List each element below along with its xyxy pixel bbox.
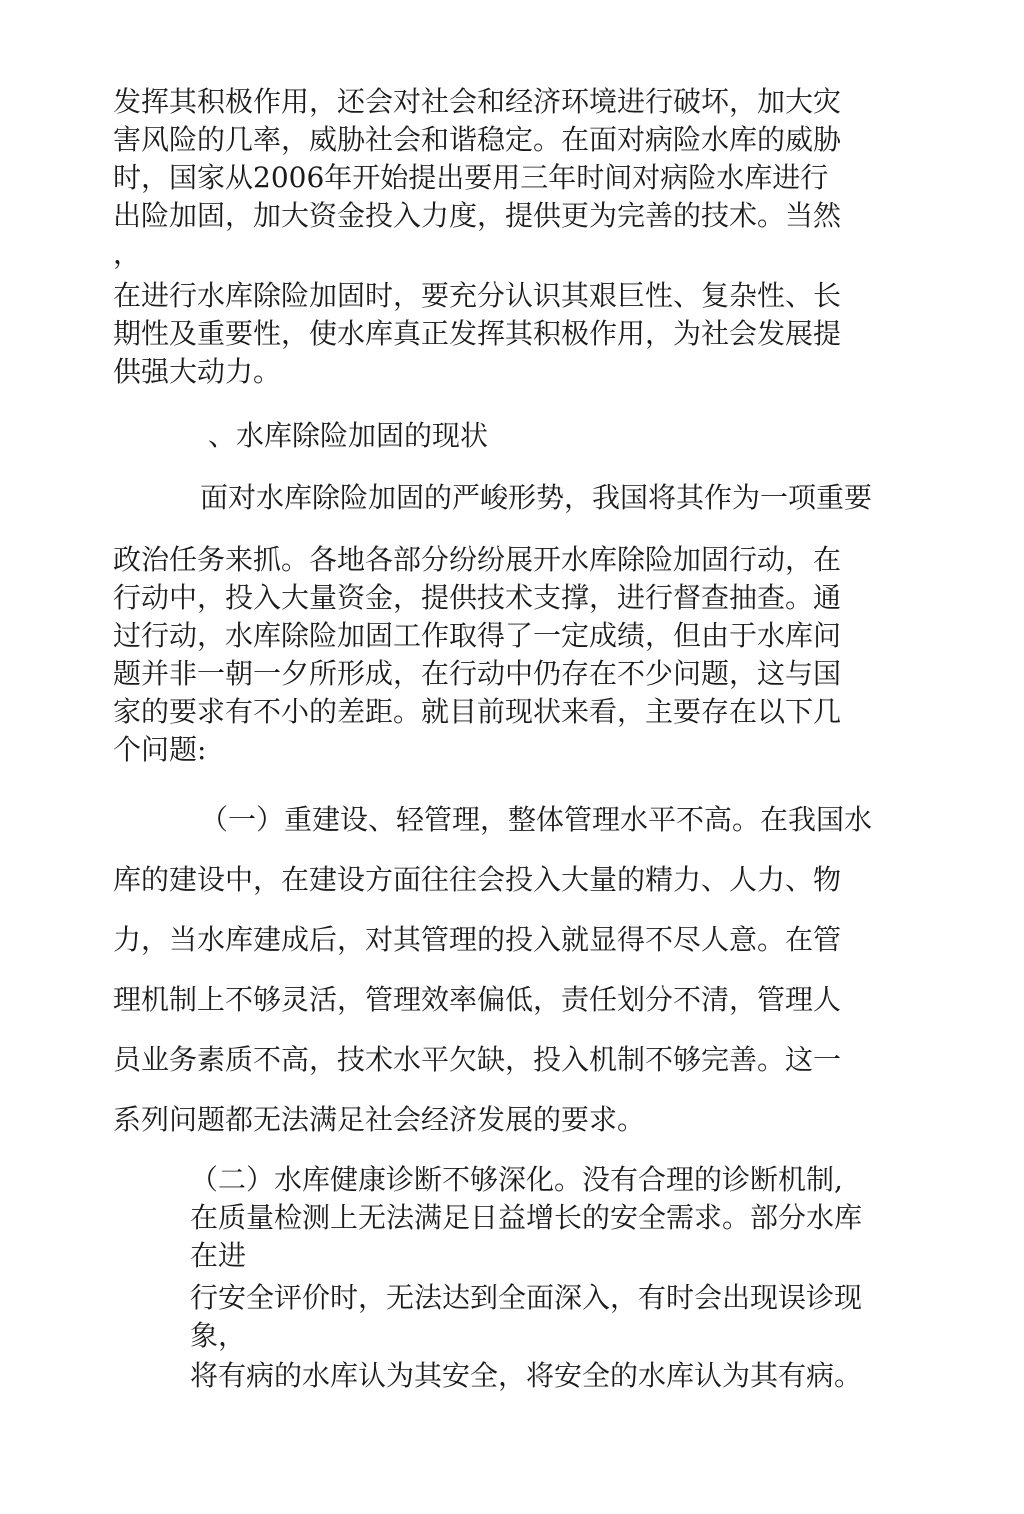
text-line: 发挥其积极作用，还会对社会和经济环境进行破坏，加大灾 [113, 85, 842, 118]
text-line: 在进 [190, 1239, 247, 1272]
text-line: （二）水库健康诊断不够深化。没有合理的诊断机制, [190, 1163, 843, 1196]
text-line: 害风险的几率，威胁社会和谐稳定。在面对病险水库的威胁 [113, 123, 842, 156]
text-line: 系列问题都无法满足社会经济发展的要求。 [113, 1103, 646, 1136]
text-line: 将有病的水库认为其安全，将安全的水库认为其有病。 [190, 1359, 863, 1392]
section-heading: 、水库除险加固的现状 [208, 419, 489, 452]
text-line: 在进行水库除险加固时，要充分认识其艰巨性、复杂性、长 [113, 279, 842, 312]
text-line: 库的建设中，在建设方面往往会投入大量的精力、人力、物 [113, 863, 842, 896]
text-line: 政治任务来抓。各地各部分纷纷展开水库除险加固行动，在 [113, 543, 842, 576]
text-line: 期性及重要性，使水库真正发挥其积极作用，为社会发展提 [113, 317, 842, 350]
text-line: 行安全评价时，无法达到全面深入，有时会出现误诊现 [190, 1281, 863, 1314]
text-line: 出险加固，加大资金投入力度，提供更为完善的技术。当然 [113, 199, 842, 232]
text-line: 题并非一朝一夕所形成，在行动中仍存在不少问题，这与国 [113, 657, 842, 690]
text-line: 理机制上不够灵活，管理效率偏低，责任划分不清，管理人 [113, 983, 842, 1016]
text-line: 象， [190, 1319, 247, 1352]
text-line: 过行动，水库除险加固工作取得了一定成绩，但由于水库问 [113, 619, 842, 652]
text-line: 面对水库除险加固的严峻形势，我国将其作为一项重要 [200, 481, 873, 514]
text-line: 供强大动力。 [113, 355, 282, 388]
text-line: 员业务素质不高，技术水平欠缺，投入机制不够完善。这一 [113, 1043, 842, 1076]
text-line: 家的要求有不小的差距。就目前现状来看，主要存在以下几 [113, 695, 842, 728]
text-line: 力，当水库建成后，对其管理的投入就显得不尽人意。在管 [113, 923, 842, 956]
text-line: ， [113, 237, 142, 270]
text-line: 个问题: [113, 733, 207, 766]
text-line: 行动中，投入大量资金，提供技术支撑，进行督查抽查。通 [113, 581, 842, 614]
text-line: （一）重建设、轻管理，整体管理水平不高。在我国水 [200, 803, 873, 836]
text-line: 在质量检测上无法满足日益增长的安全需求。部分水库 [190, 1201, 863, 1234]
text-line: 时，国家从2006年开始提出要用三年时间对病险水库进行 [113, 161, 829, 194]
